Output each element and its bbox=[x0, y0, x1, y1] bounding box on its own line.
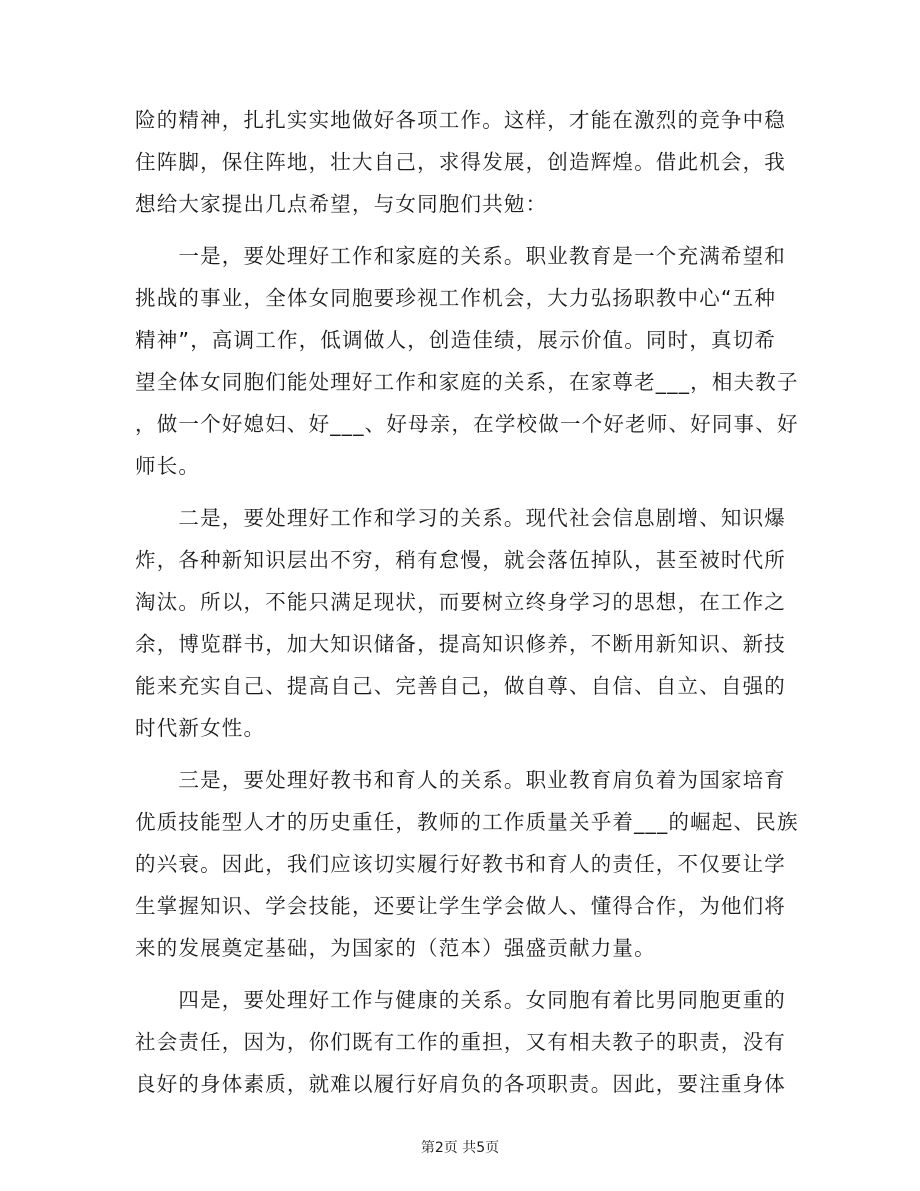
text-line: 时代新女性。 bbox=[135, 716, 266, 740]
text-line: 良好的身体素质，就难以履行好肩负的各项职责。因此，要注重身体 bbox=[135, 1072, 786, 1096]
paragraph bbox=[135, 235, 799, 487]
text-line: 能来充实自己、提高自己、完善自己，做自尊、自信、自立、自强的 bbox=[135, 674, 786, 698]
document-body bbox=[135, 99, 799, 1105]
paragraph-gap bbox=[135, 487, 780, 497]
text-line: 想给大家提出几点希望，与女同胞们共勉： bbox=[135, 192, 548, 216]
text-line: 险的精神，扎扎实实地做好各项工作。这样，才能在激烈的竞争中稳 bbox=[135, 108, 786, 132]
page-number: 第2页 共5页 bbox=[420, 1140, 500, 1156]
paragraph-gap bbox=[135, 969, 780, 979]
paragraph-gap bbox=[135, 749, 780, 759]
text-line: 来的发展奠定基础，为国家的（范本）强盛贡献力量。 bbox=[135, 936, 656, 960]
text-line: 三是，要处理好教书和育人的关系。职业教育肩负着为国家培育 bbox=[135, 768, 786, 792]
text-line: 的兴衰。因此，我们应该切实履行好教书和育人的责任，不仅要让学 bbox=[135, 852, 786, 876]
text-line: 望全体女同胞们能处理好工作和家庭的关系，在家尊老___，相夫教子 bbox=[135, 370, 799, 394]
text-line: 余，博览群书，加大知识储备，提高知识修养，不断用新知识、新技 bbox=[135, 632, 786, 656]
paragraph-gap bbox=[135, 225, 780, 235]
paragraph bbox=[135, 979, 786, 1105]
text-line: 一是，要处理好工作和家庭的关系。职业教育是一个充满希望和 bbox=[135, 244, 786, 268]
text-line: 优质技能型人才的历史重任，教师的工作质量关乎着___的崛起、民族 bbox=[135, 810, 799, 834]
text-line: ，做一个好媳妇、好___、好母亲，在学校做一个好老师、好同事、好 bbox=[135, 412, 799, 436]
text-line: 师长。 bbox=[135, 454, 201, 478]
text-line: 社会责任，因为，你们既有工作的重担，又有相夫教子的职责，没有 bbox=[135, 1030, 786, 1054]
paragraph bbox=[135, 497, 786, 749]
text-line: 挑战的事业，全体女同胞要珍视工作机会，大力弘扬职教中心“五种 bbox=[135, 286, 777, 310]
text-line: 炸，各种新知识层出不穷，稍有怠慢，就会落伍掉队，甚至被时代所 bbox=[135, 548, 786, 572]
text-line: 淘汰。所以，不能只满足现状，而要树立终身学习的思想，在工作之 bbox=[135, 590, 786, 614]
text-line: 四是，要处理好工作与健康的关系。女同胞有着比男同胞更重的 bbox=[135, 988, 786, 1012]
paragraph bbox=[135, 759, 799, 969]
text-line: 二是，要处理好工作和学习的关系。现代社会信息剧增、知识爆 bbox=[135, 506, 786, 530]
text-line: 精神”，高调工作，低调做人，创造佳绩，展示价值。同时，真切希 bbox=[135, 328, 777, 352]
text-line: 住阵脚，保住阵地，壮大自己，求得发展，创造辉煌。借此机会，我 bbox=[135, 150, 786, 174]
paragraph bbox=[135, 99, 786, 225]
text-line: 生掌握知识、学会技能，还要让学生学会做人、懂得合作，为他们将 bbox=[135, 894, 786, 918]
